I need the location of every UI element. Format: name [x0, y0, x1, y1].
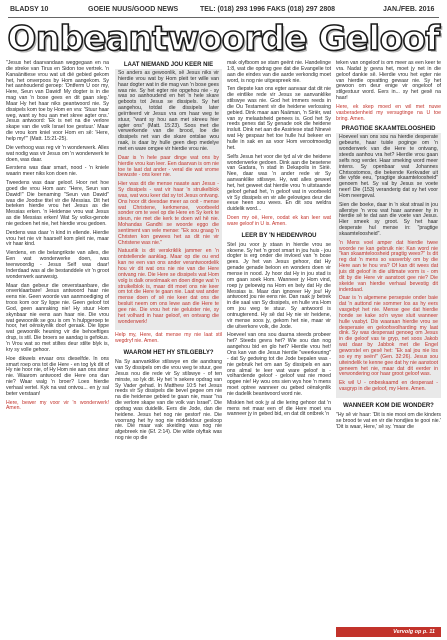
paragraph: 'n Mens voel amper dat hierdie twee woorde ne kan gebruik nie: Kan word nie "kan skaamteloosheid pragtig wees?" Is dit reg dat 'n mens so vasverbly om by die Here aan te hou vra? Of kan dit wees dat juis dit geloof in die ultimate vorm is - om dit by die Here vir aanstoot gee nie? Die skeide van hierdie verhaal bevestig dit inderdaad. — [339, 239, 438, 293]
paragraph: Daar is 'n hele paar dinge wat ons by hierdie vrou kan leer. Een daarvan is om nie toe te laat dat ander - veral die wat vrome bewuste - ons keer nie. — [118, 154, 219, 179]
paragraph: Sien die boeke, daar in 'n skat straal in jou allerstye 'n vrou wat haar aanneer hy in hierdie sê te dat aan die voete van Jesus. Hier smeek sy groot. Sy het haar desperate hul mense in: "pragtige skaamteloosheid". — [339, 201, 438, 237]
sidebar-box — [115, 61, 222, 330]
prayer-text: Help my, Here, dat mense my nie laat stil wegdryf nie. Amen. — [115, 332, 222, 345]
paragraph: Derdens was daar 'n kind in ellende. Hierdie vrou het nie vir haarself kom pleit nie, maar vir haar kind. — [6, 229, 109, 248]
paragraph: So anders as gewoonlik, sê Jesus niks vir hierdie vrou wat by Hom pleit ter wille van haar dogter wat in die mag van 'n bose gees was nie. Sy het egter nie opgehou nie - sy was so aanhoudend en het 'n hele skare geboots tot Jesus se dissipels. Sy het aangehou, totdat die dissipels later geïrriteerd vir Jesus vra om haar weg te stuur, "want sy hou aan met skreeu hier agter ons" (Matt. 15:23). Soos met die verwerkende van die brood, loe die dissipels net van die skare ontslae wou raak, is daar by hulle geen diep medelye met en ware omgee vir hierdie vrou nie. — [118, 70, 220, 152]
issue-date: JAN./FEB. 2016 — [383, 6, 435, 13]
paragraph: Selfs Jesus het voor die tyd al vir die heidene wonderwerke gedoen. Dink aan die besetene van Gadara, 'n stad in Dekapolis in Sirië. Nee, daar was 'n ander rede vir Sy aanvanklike stilswye. Hy, wat alles geweet het, het geweet dat hierdie vrou 'n uitstaande geloof gehad het, 'n geloof wat in voorbeeld vir Sy dissipels en vir alle gelowiges deur die eeue heen sou wees. En dit sou weldra duidelik word... — [227, 153, 331, 213]
paragraph: Vierdens, en die belangrikste van alles, die Een wat wonderwerke doen, was teenwoordig - Jesus Self was daar! Inderdaad was al die bestanddele vir 'n groot wonderwerk aanwesig. — [6, 250, 109, 280]
header-divider — [8, 17, 439, 18]
continued-on-text: Vervolg op p. 11 — [393, 629, 435, 635]
box-heading: PRAGTIGE SKAAMTELOOSHEID — [336, 125, 441, 133]
prayer-text: Here, ek skep moed en wil met nuwe vasberadenheid my versugtinge na U toe bring. Amen. — [336, 103, 441, 122]
column-2 — [115, 61, 222, 445]
article-title: Onbeantwoorde Geloof — [7, 19, 440, 59]
paragraph: Tweedens was daar geloof. Hoor net hoe goed die vrou Hom aan: "Here, Seun van Dawid!" Die benaming "Seun van Dawid" was die Joodse titel vir die Messias. Dit het beteken hierdie vrou het Jesus as die Messias erken. 'n Heidense vrou wat Jesus as die Messias erken! Wat Sy volks-genote nie gedoen het nie, het hierdie vrou gedoen. — [6, 180, 109, 227]
page-number: BLADSY 10 — [10, 6, 49, 13]
paragraph: Daar is 'n algemene persepsie onder baie dat 'n auttond nie sommer los as hy eers vasgebyt het nie. Mense gee dat hierdie honde se kake so'n wyse sluit wanneer hulle vasbyt. Dis waaraan hierdie vrou se desperasie en geloofsvolharding my laat dink. Sy was desperaat genoeg om Jesus in die geloof vas te gryp, net soos Jakob wat daar by Jabbok met die Engel geworstel en gesê het: "Ek sal jou nie los so ey my seën!" (Gen. 32:26). Jesus sou uiteindelik te kenne gee dat hy nie aanstoot geneem het nie, maar dat dit eerder in verwondering oor haar groot geloof was. — [339, 295, 438, 378]
paragraph: Maar dan gebeur die onverstaanbare, die onverklaarbare! Jesus antwoord haar nie eens nie. Geen woorde van aanmoediging of troos kom oor Sy lippe nie. Geen geloof tot God, geen aanraking nie! Hy stuur Hom skynbaar nie eens aan haar nie. Die vrou wat gewoonlik se gou is om 'n hulpgeroep te hoor, het oënskynlik doof geraak. Die lippe wat gewoonlik heuning vir die behoeftiges drup, is stil. Die broers se aandag is gefokus. 'n Vrou wat so met stiltes deur stilte blyk is, kry sy volle gehoor. — [6, 282, 109, 353]
prayer-text: Ek wil U - onbeskaamd en desperaat - vasgryp in die geloof, my Here. Amen. — [339, 380, 438, 393]
column-1 — [6, 61, 109, 415]
sidebar-box — [336, 125, 441, 397]
contact-phone-fax: TEL: (018) 293 1996 FAKS (018) 297 2808 — [200, 6, 336, 13]
paragraph: mak olyfboom se stam geënt nie. Handelinge 1:8, wat die opdrag gee dat die Evangelie tot aan die eindes van die aarde verkondig moet word, is nog nie uitgespreek nie. — [227, 60, 331, 84]
paragraph: Miskien het ook jy al die lering gehoor dat 'n mens net maar een of die Here moet vra wanneer jy in gebed bid, en dat dit ontbrek 'n — [227, 399, 331, 418]
prayer-text: Here, bewer my voor vir 'n wonderwerk! Amen. — [6, 399, 109, 412]
paragraph: teken van ongeloof is om meer as een keer te vra. Nadat jy gevra het, moet jy net in die geloof dankie sê. Hierdie vrou het egter nie van hierdie opvatting gewaar nie. Sy het gewoon om deur enige vir ongeloof of stilgestuur word. Eers in... sy het gesê na haar! — [336, 60, 441, 102]
prayer-text: Doen my oë, Here, oodat ek kan leer wat ware geloof in U is. Amen. — [227, 215, 331, 227]
paragraph: Hier was dit die mense naaste aan Jesus - Sy dissipels - wat vir haar 'n struikelblok was, wat wou keer dat sy tot Jesus ontvang. Ons hoor dit deesdae meer as ooit - mense wat Christene, kerkmense, voorbeeld sonder om te veel op die Here en Sy kerk te steun, nie met die kerk te doen wil hê nie. Mohandas Gandhi se woorde eggo die sentiment van vele mense: "Ek sou graag 'n Christen kon gewees het as dit nie vir Christene was nie." — [118, 181, 219, 246]
section-heading: LEER BY 'N HEIDENVROU — [241, 232, 317, 239]
paragraph: Hoeveel van ons sou daarna steeds probeer het? Steeds gevra het? Wie sou dan nog aangehou bid en glo het? Hierdie vrou het! Ons kan van die Jesus hierdie "weerkeuring" - dat Sy gedwing tot die Jode bepalen was - nie gebruik het om aan Sy dissipels en aan ons almal te leer wat ware geloof is - volhardende geloof - geloof wat nie moed opgee nie! Hy wou ons sien wys hoe 'n mens moet optree wanneer ou gebed oënskynlik nie dadelik beantwoord word nie. — [227, 332, 331, 397]
paragraph: Eerstens was daar smart, nood - 'n kniele waarin meer niks kon doen nie. — [6, 165, 109, 178]
paragraph: "Jesus het daarvandaan weggegaan en na die streke van Tirus en Sidon toe vertrek. 'n Kanaänitiese vrou wat uit dié gebied gekom het, het onverpoos by Hom aangekom. Sy het aanhoudend geroep: 'Ontferm U oor my, Here, Seun van Dawid! My dogter is in die mag van 'n bose gees en dit gaan sleg.' Maar Hy het haar niks geantwoord nie. Sy dissipels kom toe by Hom en vra: 'Stuur haar weg, want sy hou aan met skree agter ons.' Jesus antwoord: 'Ek is net na die verlore skape van die volk Israel toe gestuur.' Maar die vrou kom kniel voor Hom en sê: 'Here, help my!'" (Matt. 15:21-25). — [6, 60, 109, 142]
section-heading: WAAROM HET HY STILGEBLY? — [123, 350, 214, 357]
paragraph: Ten diepste kan ons egter aanvaar dat dit nie die eintlike rede vir Jesus se aanvanklike stilswye was nie. God het immers reeds in die Ou Testament vir die heidene verlossing gebied. Dink maar aan Naäman, 'n Siriër, wat van sy melaatsheid genees is. God het Sy reeds genes dat Sy genade ook die heidene insluit. Dink net aan die Assiriese stad Ninevé wat Hy gespaar het toe hulle hul bekeer en hulle in sak en as voor Hom verootmoedig het. — [227, 86, 331, 151]
paragraph: Hoe dikwels ervaar ons dieselfde. In ons smart roep ons tot die Here - en tog lyk dit of Hy nie hoor nie, of Hy Hom nie aan ons steur nie. Waarom antwoord die Here ons dan nie? Waar walg 'n broer? Loes hierdie verhaal vertel. Kyk na wat ontvou... en jy sal beter verstaan! — [6, 355, 109, 397]
column-3 — [227, 61, 331, 421]
paragraph: Na Sy aanvanklike stilswye en die aandrang van Sy dissipels om die vrou weg te stuur, gee Jesus nou die rede vir Sy stilswye - of ten minste, so lyk dit. Hy het 'n sekere opdrag van Sy Vader gehad. In Matthew 10:5 het Jesus reeds vir Sy dissipels die bevel gegee om nie na die heidense gebied te gaan nie, maar "na die verlore skape van die volk van Israel". Die opdrag was duidelik. Eers die Jode, dan die heidene. Jesus het nog nie gestorf nie. Die voorrang het hy nog nie middeldour gesloop nie. Dié maar vak skeiding was nog nie afgebreek nie (Ef. 2:14). Die wilde olyftak was nog nie op die — [115, 359, 222, 442]
publication-name: GOEIE NUUS/GOOD NEWS — [88, 6, 179, 13]
continued-on-banner — [336, 627, 441, 637]
paragraph: Natuurlik is dit verskriklik jammer en 'n ontstellende aanklag. Maar op die ou end kan ne een van ons ander verantwoordelik hou vir dit wat ons nie nie van die Here ontvang nie. Die Here se dissipels wat Hom volg is dalk onvolmaak en doen dinge wat 'n struikelblok is, maar dit moet ons nie keer om tot die Here te gaan nie. Laat wat ander mense doen of sê nie keer dat ons die besluit neem om ons lewe aan die Here te gee nie. Die vrou het nie geluister nie, sy het volhard in haar geloof, en ontvang die wonderwerk! — [118, 248, 219, 325]
paragraph: Stel jou voor jy staan in hierdie vrou se skoene. Sy het 'n groot smart in jou huis - jou dogter is erg onder die invloed van 'n bose gees. Jy het van Jesus gehoor, dat Hy genade genade beloon en wonders doen vir mense in nood. Jy hoor dat Hy in jou stad is om gaan soek Hom. Wanneer jy Hom vind, roep jy geloewig na Hom en bely dat Hy die Messias is. Maar dan ignoreer Hy jou! Hy antwoord jou nie eens nie. Dan raak jy betrek in die saal van Sy dissipels, en hulle vra Hom om jou weg te stuur. Sy antwoord is ontnugterend. Hy sê dat Hy nie vir heidene, vir mense soos jy, gekom het nie, maar vir die uitverkore volk, die Jode. — [227, 241, 331, 330]
box-heading: LAAT NIEMAND JOU KEER NIE — [115, 61, 222, 69]
paragraph: Die verhoog was reg vir 'n wonderwerk. Alles wat nodig was vir Jesus om 'n wonderwerk te doen, was daar. — [6, 144, 109, 163]
paragraph: "Hy sê vir haar: 'Dit is nie mooi om die kinders se brood te vat en vir die hondjies te gooi nie.' 'Dit is waar, Here,' sê sy. 'maar die — [336, 411, 441, 430]
column-4 — [336, 61, 441, 433]
section-heading: WANNEER KOM DIE WONDER? — [343, 402, 434, 409]
paragraph: Hoeveel van ons sou na hierdie desperate gebeurte, haar tuisle poginge om 'n wonderwerk van die Here te ontvang, steeds aanhou vra het? Hierdie vrou gaan selfs nog verder. Haar smeking word meer intens. Sy openbaar wat Johannes Chrisostomos, die bekende Kerkvader uit die vyfde eeu, "pragtige skaamteloosheid" genoem het. Sy val by Jesus se voete neer! Die (153) veranderig dat sy het voor Hom neergeval. — [339, 134, 438, 199]
